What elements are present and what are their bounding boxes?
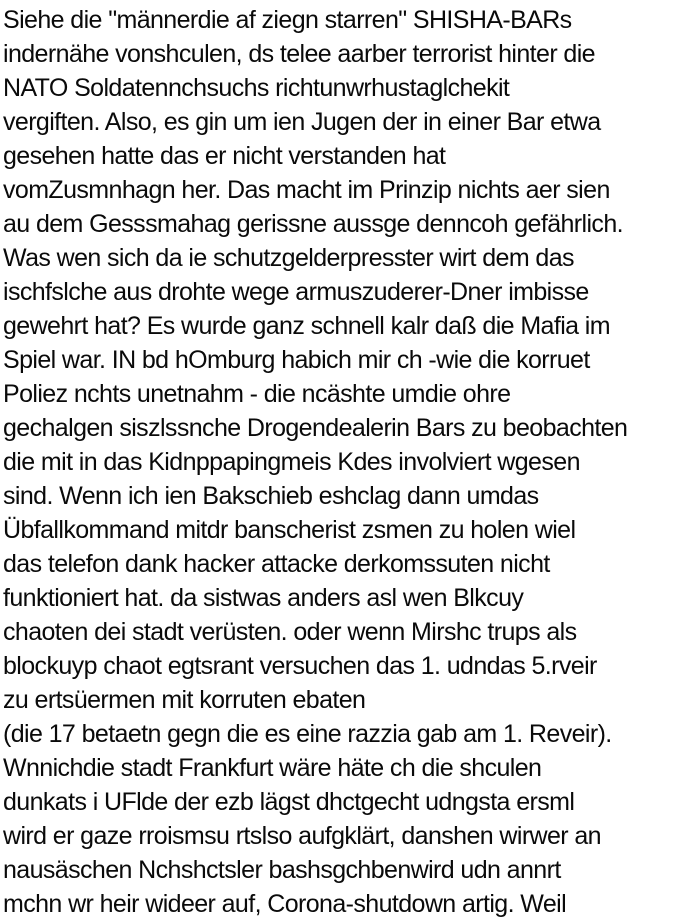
text-line: gewehrt hat? Es wurde ganz schnell kalr daß die Mafia im: [3, 312, 610, 340]
text-line: Was wen sich da ie schutzgelderpresster wirt dem das: [3, 244, 574, 272]
text-line: mchn wr heir wideer auf, Corona-shutdown artig. Weil: [3, 890, 567, 918]
text-line: funktioniert hat. da sistwas anders asl wen Blkcuy: [3, 584, 524, 612]
text-line: chaoten dei stadt verüsten. oder wenn Mirshc trups als: [3, 618, 577, 646]
text-line: Wnnichdie stadt Frankfurt wäre häte ch die shculen: [3, 754, 542, 782]
text-line: dunkats i UFlde der ezb lägst dhctgecht udngsta ersml: [3, 788, 575, 816]
text-line: das telefon dank hacker attacke derkomssuten nicht: [3, 550, 550, 578]
text-line: vergiften. Also, es gin um ien Jugen der in einer Bar etwa: [3, 108, 601, 136]
text-line: zu ertsüermen mit korruten ebaten: [3, 686, 366, 714]
text-line: wird er gaze rroismsu rtslso aufgklärt, danshen wirwer an: [3, 822, 601, 850]
text-line: NATO Soldatennchsuchs richtunwrhustaglchekit: [3, 74, 510, 102]
text-line: vomZusmnhagn her. Das macht im Prinzip nichts aer sien: [3, 176, 610, 204]
text-line: die mit in das Kidnppapingmeis Kdes involviert wgesen: [3, 448, 580, 476]
text-line: Poliez nchts unetnahm - die ncäshte umdie ohre: [3, 380, 511, 408]
text-line: blockuyp chaot egtsrant versuchen das 1. udndas 5.rveir: [3, 652, 597, 680]
text-line: sind. Wenn ich ien Bakschieb eshclag dann umdas: [3, 482, 539, 510]
text-line: gesehen hatte das er nicht verstanden hat: [3, 142, 446, 170]
text-line: nausäschen Nchshctsler bashsgchbenwird udn annrt: [3, 856, 561, 884]
text-line: au dem Gesssmahag gerissne aussge denncoh gefährlich.: [3, 210, 623, 238]
text-line: Siehe die "männerdie af ziegn starren" SHISHA-BARs: [3, 6, 572, 34]
text-line: Spiel war. IN bd hOmburg habich mir ch -wie die korruet: [3, 346, 590, 374]
text-line: ischfslche aus drohte wege armuszuderer-Dner imbisse: [3, 278, 589, 306]
text-line: gechalgen siszlssnche Drogendealerin Bars zu beobachten: [3, 414, 628, 442]
text-line: indernähe vonshculen, ds telee aarber terrorist hinter die: [3, 40, 595, 68]
text-line: Übfallkommand mitdr banscherist zsmen zu holen wiel: [3, 516, 576, 544]
text-line: (die 17 betaetn gegn die es eine razzia gab am 1. Reveir).: [3, 720, 612, 748]
